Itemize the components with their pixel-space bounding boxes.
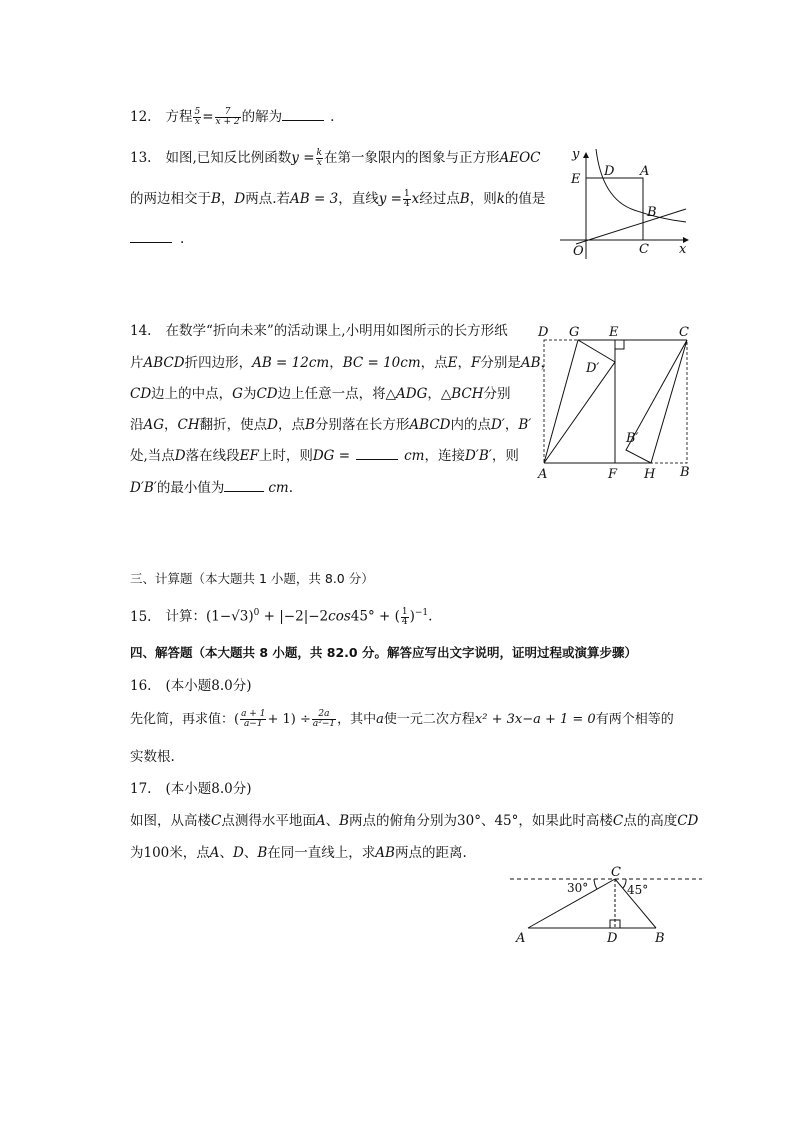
section-title-calculation: 三、计算题（本大题共 1 小题，共 8.0 分）	[130, 571, 374, 586]
question-17-line-1: 如图，从高楼C点测得水平地面A、B两点的俯角分别为30°、45°，如果此时高楼C点的高度CD	[130, 813, 699, 829]
label-angle-45: 45°	[627, 883, 649, 897]
question-number: 13.	[130, 150, 152, 166]
right-angle-mark	[615, 340, 624, 349]
square-AEOC	[586, 178, 643, 240]
y-axis-arrow	[583, 152, 589, 158]
question-15: 15. 计算：$(1-√3)^0 + |-2|-2\cos 45^\circ$ + ( $\frac{1}{4}$ )$^{-1}$.	[130, 606, 433, 627]
folded-triangle-AGD'	[544, 340, 615, 463]
label-D-prime: D′	[586, 361, 600, 376]
figure-q13-inverse-proportion	[558, 147, 698, 262]
question-14-line-1: 14. 在数学“折向未来”的活动课上,小明用如图所示的长方形纸	[130, 323, 508, 339]
label-B: B	[655, 931, 665, 946]
question-14-line-6: D′B′的最小值为 cm.	[130, 480, 294, 496]
angle-arc-30	[594, 879, 597, 889]
question-17-line-2: 为100米，点A、D、B在同一直线上，求AB两点的距离.	[130, 845, 467, 861]
figure-q14-folded-rectangle	[534, 322, 699, 482]
question-16-line-1: 先化简，再求值：( $\frac{a + 1}{a-1}$ + 1) ÷ $\frac{2a}{\text{a²−1}}$ ，其中a使一元二次方程x² + 3x−a + 1 = 0有两个相等的	[130, 709, 674, 729]
fraction: $\frac{2a}{\text{a²−1}}$	[312, 709, 336, 729]
label-D: D	[607, 931, 618, 946]
label-A: A	[640, 164, 650, 179]
question-17-header: 17. (本小题8.0分)	[130, 781, 252, 797]
question-13-line-2: 的两边相交于B，D两点.若AB = 3，直线y = $\frac{1}{4}$ x经过点B，则k的值是	[130, 189, 546, 209]
question-number: 16.	[130, 678, 152, 694]
fraction: $\frac{5}{x}$	[194, 107, 201, 127]
label-x: x	[679, 242, 687, 257]
fraction: $\frac{7}{x + 2}$	[215, 107, 240, 127]
label-angle-30: 30°	[567, 881, 589, 895]
label-C: C	[679, 325, 689, 340]
fraction: $\frac{1}{4}$	[403, 189, 410, 209]
section-title-solution: 四、解答题（本大题共 8 小题，共 82.0 分。解答应写出文字说明，证明过程或演算步骤）	[130, 645, 637, 660]
answer-blank	[356, 447, 398, 460]
label-y: y	[572, 147, 580, 162]
question-number: 17.	[130, 781, 152, 797]
hyperbola-curve	[596, 149, 686, 222]
label-B: B	[680, 465, 690, 480]
question-13-line-1: 13. 如图,已知反比例函数y = $\frac{k}{x}$ 在第一象限内的图象与正方形AEOC	[130, 148, 541, 168]
question-14-line-4: 沿AG，CH翻折，使点D，点B分别落在长方形ABCD内的点D′，B′	[130, 417, 532, 433]
fraction: $\frac{a + 1}{a-1}$	[241, 709, 266, 729]
label-F: F	[608, 467, 618, 482]
label-A: A	[538, 467, 548, 482]
figure-q17-building-angles	[506, 864, 706, 949]
question-16-line-2: 实数根.	[130, 749, 175, 765]
label-D: D	[538, 325, 549, 340]
label-C: C	[611, 865, 621, 880]
label-D: D	[604, 164, 615, 179]
question-14-line-5: 处,当点D落在线段EF上时，则DG = cm，连接D′B′，则	[130, 448, 519, 464]
line-y-quarter-x	[576, 209, 686, 244]
label-B-prime: B′	[626, 431, 639, 446]
label-A: A	[516, 931, 526, 946]
answer-blank	[130, 230, 172, 243]
question-12: 12. 方程 $\frac{5}{x}$ = $\frac{7}{x + 2}$ 的解为 .	[130, 107, 335, 127]
question-13-line-3: .	[130, 230, 184, 248]
label-C: C	[639, 242, 649, 257]
answer-blank	[282, 108, 324, 121]
label-H: H	[644, 467, 656, 482]
label-E: E	[571, 172, 581, 187]
fraction: $\frac{k}{x}$	[316, 148, 322, 168]
question-number: 15.	[130, 608, 152, 625]
question-14-line-3: CD边上的中点，G为CD边上任意一点，将△ADG，△BCH分别	[130, 386, 511, 402]
label-G: G	[569, 325, 580, 340]
angle-arc-45	[623, 879, 626, 888]
question-number: 12.	[130, 109, 152, 125]
label-B: B	[647, 205, 657, 220]
question-16-header: 16. (本小题8.0分)	[130, 678, 252, 694]
answer-blank	[224, 479, 264, 492]
label-O: O	[573, 244, 584, 259]
question-14-line-2: 片ABCD折四边形，AB = 12cm，BC = 10cm，点E，F分别是AB，	[130, 355, 555, 371]
question-number: 14.	[130, 323, 152, 339]
label-E: E	[609, 325, 619, 340]
fraction: $\frac{1}{4}$	[401, 606, 408, 627]
